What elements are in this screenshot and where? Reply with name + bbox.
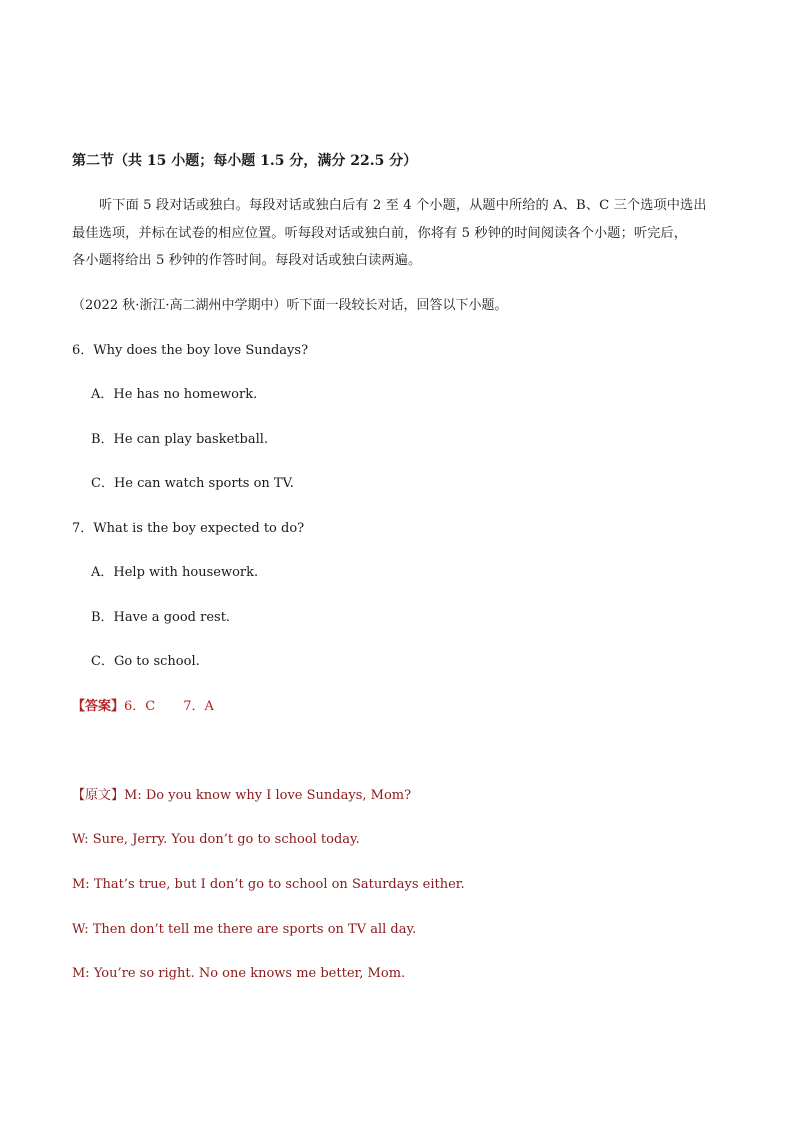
transcript-label: 【原文】 [72,788,125,803]
instructions-line-3: 各小题将给出 5 秒钟的作答时间。每段对话或独白读两遍。 [72,253,422,268]
question-6-option-c: C．He can watch sports on TV. [91,476,294,491]
question-6-option-b: B．He can play basketball. [91,432,269,447]
question-7-stem: 7．What is the boy expected to do? [72,521,305,536]
answer-item-6: 6．C [124,699,156,714]
answer-line [72,699,214,715]
question-7-option-c: C．Go to school. [91,654,200,669]
question-7-option-a: A．Help with housework. [91,565,259,580]
instructions-line-2: 最佳选项，并标在试卷的相应位置。听每段对话或独白前，你将有 5 秒钟的时间阅读各个小题；听完后， [72,226,688,241]
transcript-line-3: M: That’s true, but I don’t go to school on Saturdays either. [72,877,465,892]
transcript-line-2: W: Sure, Jerry. You don’t go to school today. [72,832,360,847]
question-7-option-b: B．Have a good rest. [91,610,231,625]
section-heading: 第二节（共 15 小题；每小题 1.5 分，满分 22.5 分） [72,153,418,169]
question-6-option-a: A．He has no homework. [91,387,258,402]
answer-label: 【答案】 [72,699,125,714]
transcript-line-4: W: Then don’t tell me there are sports on TV all day. [72,922,417,937]
question-6-stem: 6．Why does the boy love Sundays? [72,343,309,358]
instructions-line-1: 听下面 5 段对话或独白。每段对话或独白后有 2 至 4 个小题，从题中所给的 A、B、C 三个选项中选出 [99,198,707,213]
transcript-text-1: M: Do you know why I love Sundays, Mom? [124,788,412,803]
answer-item-7: 7．A [183,699,214,714]
source-note: （2022 秋·浙江·高二湖州中学期中）听下面一段较长对话，回答以下小题。 [72,298,508,313]
transcript-line-1 [72,788,411,804]
transcript-line-5: M: You’re so right. No one knows me better, Mom. [72,966,406,981]
